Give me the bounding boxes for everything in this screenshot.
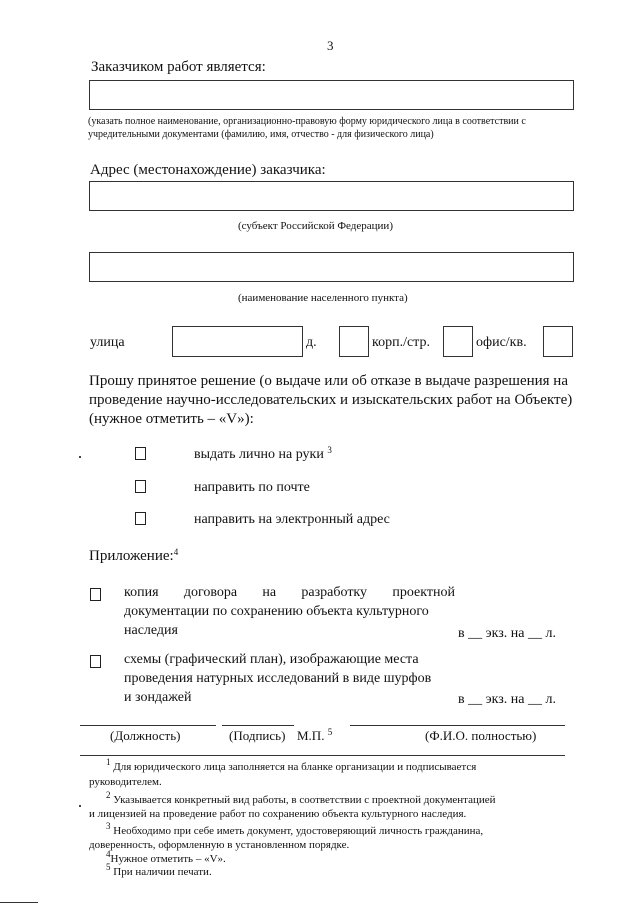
- attachment-scheme-checkbox[interactable]: [90, 655, 101, 668]
- footnote-2-line1: $^2$ Указывается конкретный вид работы, в соответствии с проектной документацией: [106, 790, 496, 806]
- signature-line[interactable]: [222, 725, 294, 726]
- name-caption: (Ф.И.О. полностью): [425, 728, 537, 743]
- subject-caption: (субъект Российской Федерации): [238, 220, 393, 232]
- footnote-1-line2: руководителем.: [89, 776, 162, 788]
- house-field[interactable]: [339, 326, 369, 357]
- option-personal-checkbox[interactable]: [135, 447, 146, 460]
- option-post-checkbox[interactable]: [135, 480, 146, 493]
- option-post-label: направить по почте: [194, 480, 310, 495]
- footnote-3-line2: доверенность, оформленную в установленном порядке.: [89, 839, 350, 851]
- footnote-1-line1: $^1$ Для юридического лица заполняется на бланке организации и подписывается: [106, 757, 477, 773]
- position-caption: (Должность): [110, 728, 181, 743]
- attachment-contract-checkbox[interactable]: [90, 588, 101, 601]
- attachment-scheme-count: в __ экз. на __ л.: [458, 692, 556, 707]
- attachment-scheme-line1: схемы (графический план), изображающие места: [124, 652, 419, 667]
- street-label: улица: [90, 335, 125, 350]
- request-line1: Прошу принятое решение (о выдаче или об отказе в выдаче разрешения на: [89, 373, 568, 389]
- building-label: корп./стр.: [372, 335, 430, 350]
- customer-note-line2: учредительными документами (фамилию, имя, отчество - для физического лица): [88, 129, 434, 140]
- locality-field[interactable]: [89, 252, 574, 282]
- attachments-label: Приложение:$^4$: [89, 547, 179, 564]
- attachment-scheme-line3: и зондажей: [124, 690, 192, 705]
- footnote-separator: [80, 755, 565, 756]
- scan-dot: [79, 456, 81, 458]
- attachment-contract-line1: копия договора на разработку проектной: [124, 585, 455, 600]
- option-email-label: направить на электронный адрес: [194, 512, 390, 527]
- office-label: офис/кв.: [476, 335, 527, 350]
- footnote-3-line1: $^3$ Необходимо при себе иметь документ, удостоверяющий личность гражданина,: [106, 821, 484, 837]
- building-field[interactable]: [443, 326, 473, 357]
- scan-mark: [0, 902, 38, 903]
- attachment-contract-line2: документации по сохранению объекта культурного: [124, 604, 429, 619]
- customer-name-field[interactable]: [89, 80, 574, 110]
- page-number: 3: [327, 38, 334, 53]
- address-label: Адрес (местонахождение) заказчика:: [90, 162, 326, 178]
- name-line[interactable]: [350, 725, 565, 726]
- customer-label: Заказчиком работ является:: [91, 59, 266, 75]
- street-field[interactable]: [172, 326, 303, 357]
- stamp-caption: М.П. $^5$: [297, 727, 333, 743]
- footnote-2-line2: и лицензией на проведение работ по сохранению объекта культурного наследия.: [89, 808, 467, 820]
- footnote-5: $^5$ При наличии печати.: [106, 862, 212, 878]
- customer-note-line1: (указать полное наименование, организационно-правовую форму юридического лица в соответствии с: [88, 116, 526, 127]
- locality-caption: (наименование населенного пункта): [238, 292, 408, 304]
- option-email-checkbox[interactable]: [135, 512, 146, 525]
- scan-dot: [79, 805, 81, 807]
- option-personal-label: выдать лично на руки $^3$: [194, 445, 332, 462]
- attachment-scheme-line2: проведения натурных исследований в виде шурфов: [124, 671, 432, 686]
- house-label: д.: [306, 335, 317, 350]
- position-line[interactable]: [80, 725, 216, 726]
- request-line3: (нужное отметить – «V»):: [89, 411, 254, 427]
- attachment-contract-count: в __ экз. на __ л.: [458, 626, 556, 641]
- subject-field[interactable]: [89, 181, 574, 211]
- attachment-contract-line3: наследия: [124, 623, 178, 638]
- office-field[interactable]: [543, 326, 573, 357]
- signature-caption: (Подпись): [229, 728, 286, 743]
- footnote-4: $^4$Нужное отметить – «V».: [106, 849, 226, 865]
- request-line2: проведение научно-исследовательских и изыскательских работ на Объекте): [89, 392, 573, 408]
